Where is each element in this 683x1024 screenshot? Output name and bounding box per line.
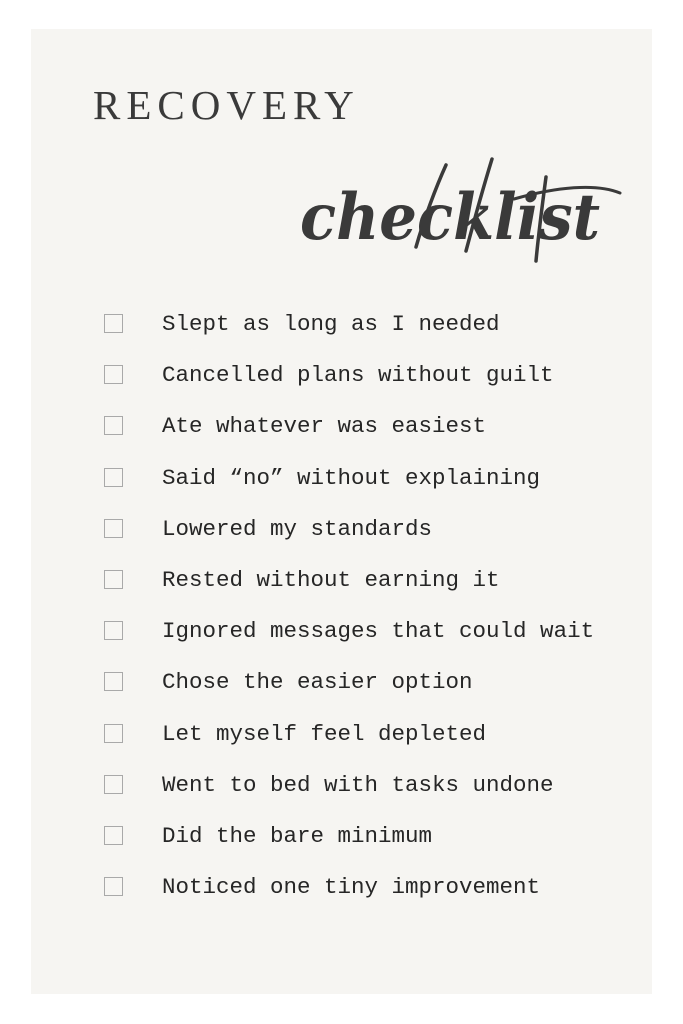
- checklist-item-label: Rested without earning it: [162, 567, 500, 593]
- page-title: RECOVERY: [93, 82, 360, 128]
- checklist-script-heading: [296, 147, 626, 267]
- checklist-item-label: Said “no” without explaining: [162, 464, 541, 491]
- checklist-item-label: Cancelled plans without guilt: [162, 362, 554, 389]
- checkbox[interactable]: [104, 877, 123, 896]
- checkbox[interactable]: [104, 724, 123, 743]
- checklist-item-label: Let myself feel depleted: [162, 720, 487, 747]
- checkbox[interactable]: [104, 672, 123, 691]
- checklist-item-label: Slept as long as I needed: [162, 311, 500, 337]
- checkbox[interactable]: [104, 775, 123, 794]
- checklist-item-label: Went to bed with tasks undone: [162, 771, 554, 798]
- checkbox[interactable]: [104, 365, 123, 384]
- script-heading-svg: [296, 147, 626, 267]
- checkbox[interactable]: [104, 621, 123, 640]
- script-heading-text: checklist: [300, 180, 600, 255]
- checklist-card: [31, 29, 652, 994]
- checkbox[interactable]: [104, 826, 123, 845]
- checklist-item-label: Ate whatever was easiest: [162, 413, 487, 440]
- checklist-item-label: Chose the easier option: [162, 669, 473, 696]
- checkbox[interactable]: [104, 519, 123, 538]
- checklist-item-label: Ignored messages that could wait: [162, 618, 595, 645]
- checkbox[interactable]: [104, 416, 123, 435]
- checklist-item-label: Noticed one tiny improvement: [162, 874, 541, 901]
- checkbox[interactable]: [104, 570, 123, 589]
- checklist-item-label: Lowered my standards: [162, 515, 433, 542]
- checkbox[interactable]: [104, 468, 123, 487]
- checklist-item-label: Did the bare minimum: [162, 823, 433, 849]
- checkbox[interactable]: [104, 314, 123, 333]
